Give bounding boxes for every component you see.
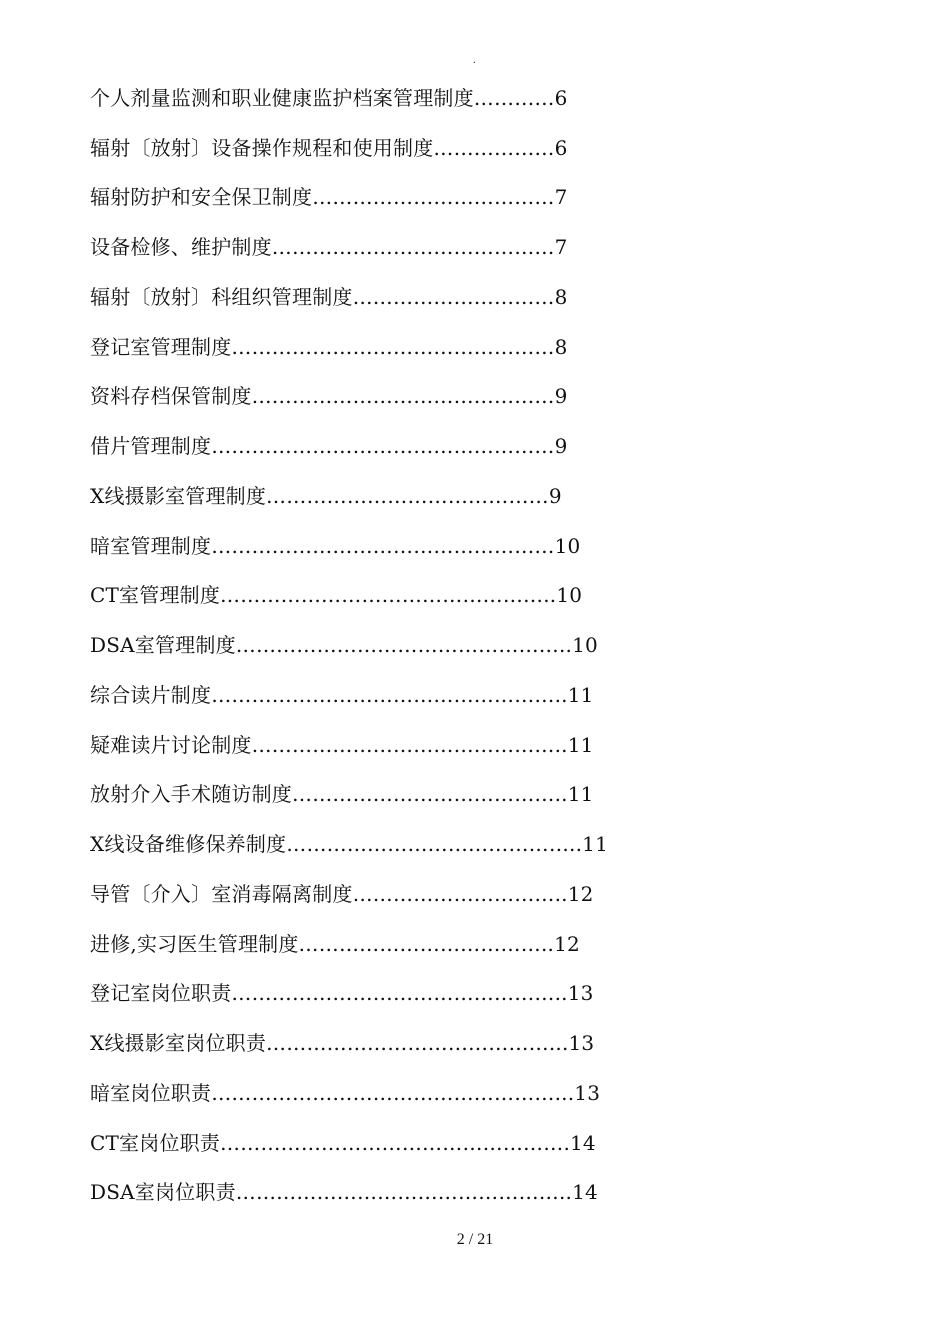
toc-entry[interactable]: 放射介入手术随访制度…………………………………..11 [90, 782, 594, 806]
toc-entry[interactable]: DSA室管理制度…………………………………………..10 [90, 633, 598, 657]
page-number: 2 / 21 [456, 1231, 494, 1248]
toc-entry[interactable]: 暗室岗位职责……………………………………………...13 [90, 1081, 601, 1105]
toc-entry[interactable]: 暗室管理制度……………………………………………10 [90, 534, 581, 558]
toc-entry[interactable]: 资料存档保管制度………………………………………9 [90, 384, 568, 408]
page-header-mark: . [473, 55, 476, 66]
toc-entry[interactable]: 登记室管理制度…………………………………………8 [90, 335, 568, 359]
toc-entry[interactable]: 综合读片制度……………………………………………..11 [90, 683, 594, 707]
toc-entry[interactable]: X线摄影室管理制度……………………………………9 [90, 484, 562, 508]
toc-entry[interactable]: 登记室岗位职责…………………………………………..13 [90, 981, 594, 1005]
toc-entry[interactable]: 辐射〔放射〕科组织管理制度…………………………8 [90, 285, 568, 309]
toc-entry[interactable]: 设备检修、维护制度……………………………………7 [90, 235, 568, 259]
toc-entry[interactable]: 导管〔介入〕室消毒隔离制度…………………………..12 [90, 882, 594, 906]
toc-entry[interactable]: 辐射防护和安全保卫制度………………………………7 [90, 185, 568, 209]
toc-entry[interactable]: CT室岗位职责…………………………………………….14 [90, 1131, 596, 1155]
toc-entry[interactable]: 借片管理制度……………………………………………9 [90, 434, 568, 458]
toc-entry[interactable]: CT室管理制度…………………………………………..10 [90, 583, 583, 607]
toc-entry[interactable]: 个人剂量监测和职业健康监护档案管理制度…………6 [90, 86, 568, 110]
toc-entry[interactable]: X线设备维修保养制度……………………………………..11 [90, 832, 609, 856]
toc-entry[interactable]: 疑难读片讨论制度………………………………………..11 [90, 733, 594, 757]
toc-entry[interactable]: DSA室岗位职责…………………………………………..14 [90, 1180, 598, 1204]
toc-entry[interactable]: X线摄影室岗位职责……………………………………...13 [90, 1031, 595, 1055]
toc-entry[interactable]: 进修,实习医生管理制度………………………………..12 [90, 932, 580, 956]
toc-entry[interactable]: 辐射〔放射〕设备操作规程和使用制度………………6 [90, 136, 568, 160]
